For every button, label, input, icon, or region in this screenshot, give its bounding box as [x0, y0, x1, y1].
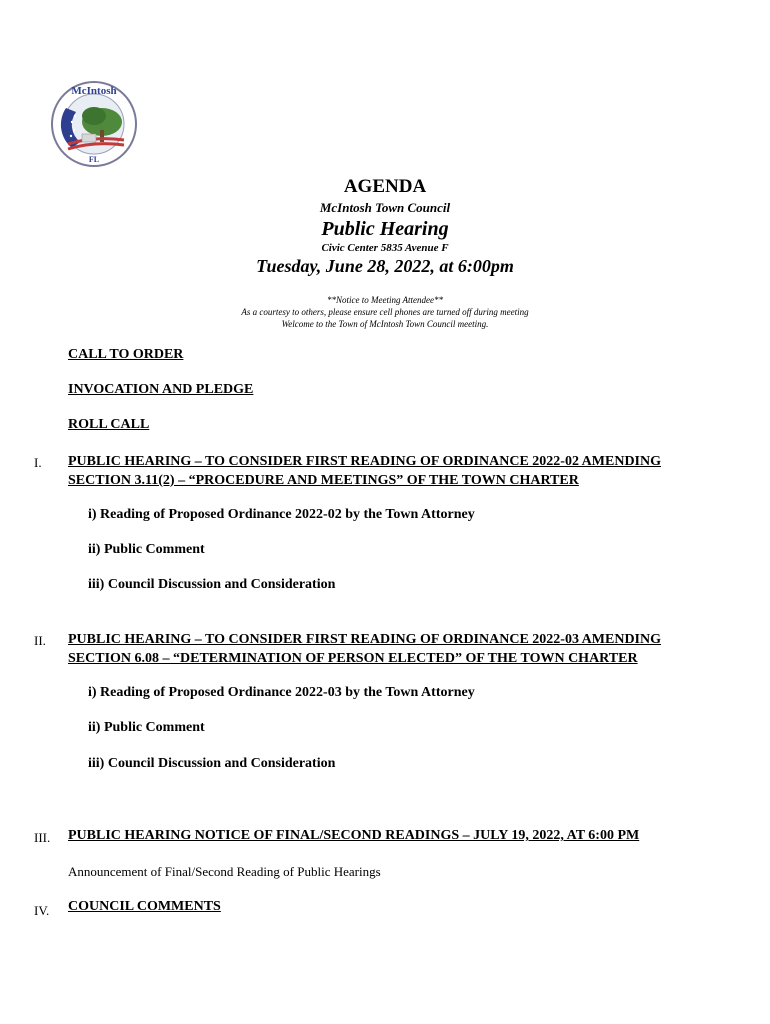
section-numeral: II. [34, 633, 46, 648]
meeting-venue: Civic Center 5835 Avenue F [321, 242, 449, 254]
section-title-line1: PUBLIC HEARING – TO CONSIDER FIRST READING OF ORDINANCE 2022-02 AMENDING [68, 454, 661, 469]
notice-welcome: Welcome to the Town of McIntosh Town Council meeting. [281, 319, 489, 329]
seal-bottom-text: FL [88, 155, 100, 164]
section-body-text: Announcement of Final/Second Reading of Public Hearings [68, 864, 381, 879]
section-title-line2: SECTION 6.08 – “DETERMINATION OF PERSON ELECTED” OF THE TOWN CHARTER [68, 651, 638, 666]
council-name: McIntosh Town Council [319, 200, 451, 215]
notice-courtesy: As a courtesy to others, please ensure cell phones are turned off during meeting [241, 307, 529, 317]
section-numeral: III. [34, 830, 51, 845]
call-to-order: CALL TO ORDER [68, 347, 184, 362]
notice-heading: **Notice to Meeting Attendee** [326, 295, 444, 305]
section-title-line1: COUNCIL COMMENTS [68, 899, 221, 914]
meeting-date: Tuesday, June 28, 2022, at 6:00pm [256, 256, 514, 276]
invocation-and-pledge: INVOCATION AND PLEDGE [68, 382, 254, 397]
roll-call: ROLL CALL [68, 417, 150, 432]
section-numeral: IV. [34, 903, 50, 918]
agenda-subitem: iii) Council Discussion and Consideration [88, 577, 336, 592]
agenda-subitem: iii) Council Discussion and Consideration [88, 756, 336, 771]
section-numeral: I. [34, 455, 42, 470]
section-title-line1: PUBLIC HEARING – TO CONSIDER FIRST READING OF ORDINANCE 2022-03 AMENDING [68, 632, 661, 647]
agenda-subitem: ii) Public Comment [88, 542, 205, 557]
section-title-line2: SECTION 3.11(2) – “PROCEDURE AND MEETINGS” OF THE TOWN CHARTER [68, 473, 579, 488]
agenda-subitem: ii) Public Comment [88, 720, 205, 735]
meeting-type: Public Hearing [321, 218, 449, 240]
agenda-title: AGENDA [343, 176, 427, 197]
agenda-subitem: i) Reading of Proposed Ordinance 2022-03 by the Town Attorney [88, 685, 475, 700]
town-seal-logo [50, 78, 138, 174]
agenda-subitem: i) Reading of Proposed Ordinance 2022-02 by the Town Attorney [88, 507, 475, 522]
section-title-line1: PUBLIC HEARING NOTICE OF FINAL/SECOND READINGS – JULY 19, 2022, AT 6:00 PM [68, 828, 640, 843]
seal-top-text: McIntosh [71, 85, 117, 97]
